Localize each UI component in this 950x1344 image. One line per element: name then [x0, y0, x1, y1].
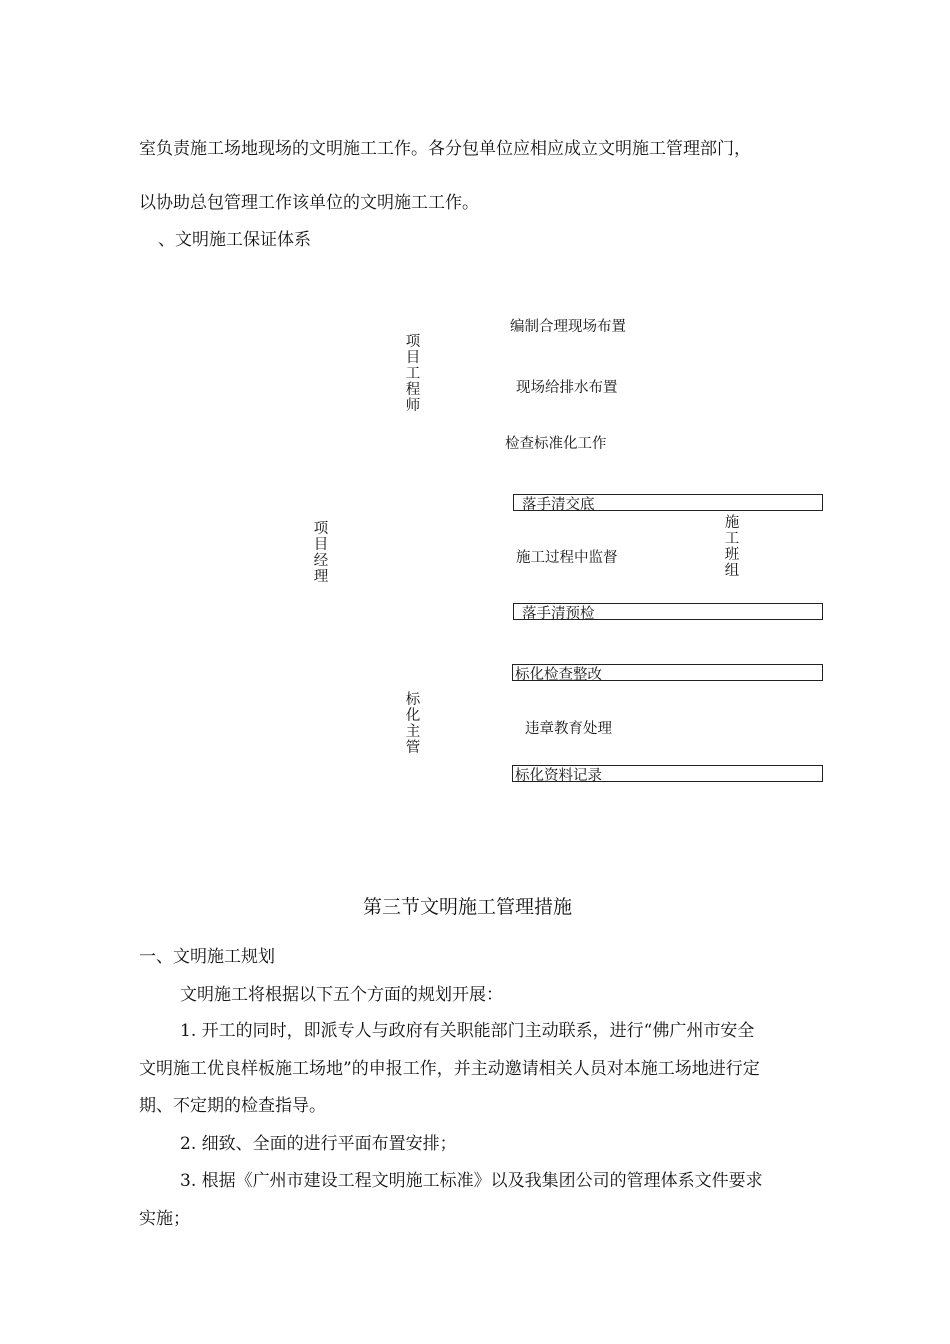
task-violation-education: 违章教育处理	[525, 721, 612, 737]
box-standard-rectify-text: 标化检查整改	[515, 667, 602, 683]
plan-lead: 文明施工将根据以下五个方面的规划开展：	[180, 985, 503, 1005]
task-site-layout: 编制合理现场布置	[510, 319, 626, 335]
task-process-supervision: 施工过程中监督	[516, 550, 618, 566]
box-cleanup-precheck-text: 落手清预检	[522, 606, 595, 622]
intro-heading: 、文明施工保证体系	[158, 230, 311, 250]
intro-line-1: 室负责施工场地现场的文明施工工作。各分包单位应相应成立文明施工管理部门，	[139, 139, 751, 159]
box-standard-records	[512, 765, 823, 782]
task-water-layout: 现场给排水布置	[516, 380, 618, 396]
item-3-line-2: 实施；	[139, 1209, 190, 1229]
box-standard-rectify	[512, 664, 823, 681]
section-title: 第三节文明施工管理措施	[363, 896, 573, 918]
item-1-line-3: 期、不定期的检查指导。	[139, 1096, 326, 1116]
box-cleanup-precheck	[513, 603, 823, 620]
project-manager-label: 项目经理	[313, 521, 329, 585]
project-engineer-label: 项目工程师	[405, 334, 421, 414]
item-2: 2. 细致、全面的进行平面布置安排；	[180, 1134, 457, 1154]
item-3-line-1: 3. 根据《广州市建设工程文明施工标准》以及我集团公司的管理体系文件要求	[180, 1171, 763, 1191]
box-cleanup-briefing-text: 落手清交底	[522, 497, 595, 513]
item-1-line-2: 文明施工优良样板施工场地”的申报工作，并主动邀请相关人员对本施工场地进行定	[139, 1059, 760, 1079]
task-standard-check: 检查标准化工作	[505, 436, 607, 452]
box-cleanup-briefing	[513, 494, 823, 511]
standard-supervisor-label: 标化主管	[405, 692, 421, 756]
construction-team-label: 施工班组	[724, 515, 740, 579]
subheading-plan: 一、文明施工规划	[139, 947, 275, 967]
intro-line-2: 以协助总包管理工作该单位的文明施工工作。	[139, 193, 479, 213]
box-standard-records-text: 标化资料记录	[515, 768, 602, 784]
item-1-line-1: 1. 开工的同时，即派专人与政府有关职能部门主动联系，进行“佛广州市安全	[180, 1021, 755, 1041]
